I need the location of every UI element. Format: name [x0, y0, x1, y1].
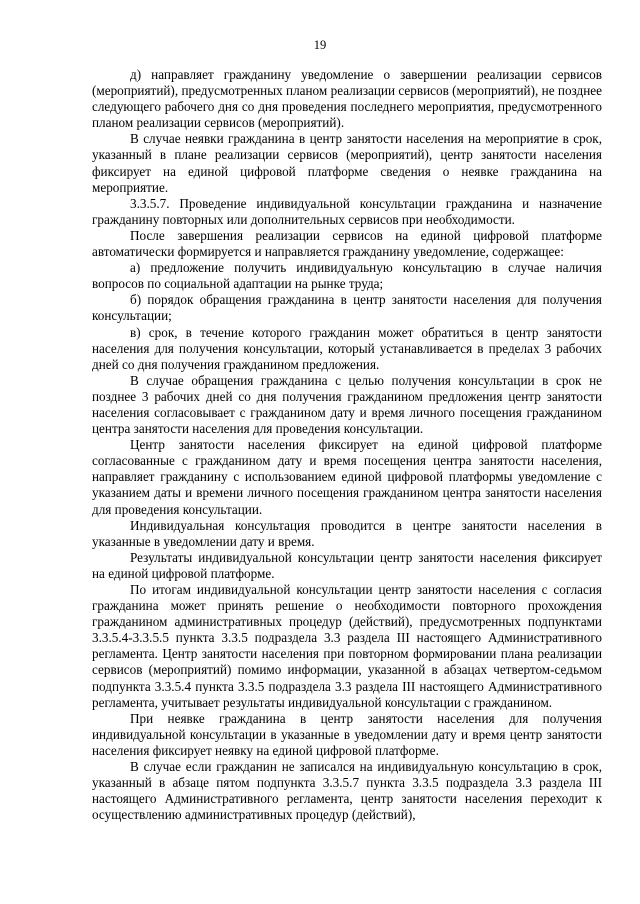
- paragraph: 3.3.5.7. Проведение индивидуальной консультации гражданина и назначение гражданину повторных или дополнительных сервисов при необходимости.: [92, 195, 602, 227]
- page-number: 19: [313, 38, 327, 52]
- paragraph: По итогам индивидуальной консультации центр занятости населения с согласия гражданина может принять решение о необходимости повторного прохождения гражданином административных процедур (действий), предусмотренных подпунктами 3.3.5.4-3.3.5.5 пункта 3.3.5 подраздела 3.3 раздела III настоящего Административного регламента. Центр занятости населения при повторном формировании плана реализации сервисов (мероприятий) помимо информации, указанной в абзацах четвертом-седьмом подпункта 3.3.5.4 пункта 3.3.5 подраздела 3.3 раздела III настоящего Административного регламента, учитывает результаты индивидуальной консультации с гражданином.: [92, 582, 602, 710]
- paragraph: В случае неявки гражданина в центр занятости населения на мероприятие в срок, указанный в плане реализации сервисов (мероприятий), центр занятости населения фиксирует на единой цифровой платформе сведения о неявке гражданина на мероприятие.: [92, 131, 602, 195]
- paragraph: б) порядок обращения гражданина в центр занятости населения для получения консультации;: [92, 292, 602, 324]
- paragraph: Центр занятости населения фиксирует на единой цифровой платформе согласованные с гражданином дату и время посещения центра занятости населения, направляет гражданину с использованием единой цифровой платформы уведомление с указанием даты и времени личного посещения гражданином центра занятости населения для проведения консультации.: [92, 437, 602, 517]
- paragraph: д) направляет гражданину уведомление о завершении реализации сервисов (мероприятий), предусмотренных планом реализации сервисов (мероприятий), не позднее следующего рабочего дня со дня проведения последнего мероприятия, предусмотренного планом реализации сервисов (мероприятий).: [92, 67, 602, 131]
- paragraph: Результаты индивидуальной консультации центр занятости населения фиксирует на единой цифровой платформе.: [92, 549, 602, 581]
- paragraph: а) предложение получить индивидуальную консультацию в случае наличия вопросов по социальной адаптации на рынке труда;: [92, 260, 602, 292]
- document-body: [92, 67, 602, 823]
- paragraph: В случае обращения гражданина с целью получения консультации в срок не позднее 3 рабочих дней со дня получения гражданином предложения центр занятости населения согласовывает с гражданином дату и время личного посещения гражданином центра занятости населения для проведения консультации.: [92, 372, 602, 437]
- paragraph: При неявке гражданина в центр занятости населения для получения индивидуальной консультации в указанные в уведомлении дату и время центр занятости населения фиксирует неявку на единой цифровой платформе.: [92, 710, 602, 758]
- paragraph: в) срок, в течение которого гражданин может обратиться в центр занятости населения для получения консультации, который устанавливается в пределах 3 рабочих дней со дня получения гражданином предложения.: [92, 324, 602, 372]
- paragraph-last: В случае если гражданин не записался на индивидуальную консультацию в срок, указанный в абзаце пятом подпункта 3.3.5.7 пункта 3.3.5 подраздела 3.3 раздела III настоящего Административного регламента, центр занятости населения переходит к осуществлению административных процедур (действий),: [92, 759, 602, 823]
- paragraph: Индивидуальная консультация проводится в центре занятости населения в указанные в уведомлении дату и время.: [92, 517, 602, 549]
- paragraph: После завершения реализации сервисов на единой цифровой платформе автоматически формируется и направляется гражданину уведомление, содержащее:: [92, 227, 602, 260]
